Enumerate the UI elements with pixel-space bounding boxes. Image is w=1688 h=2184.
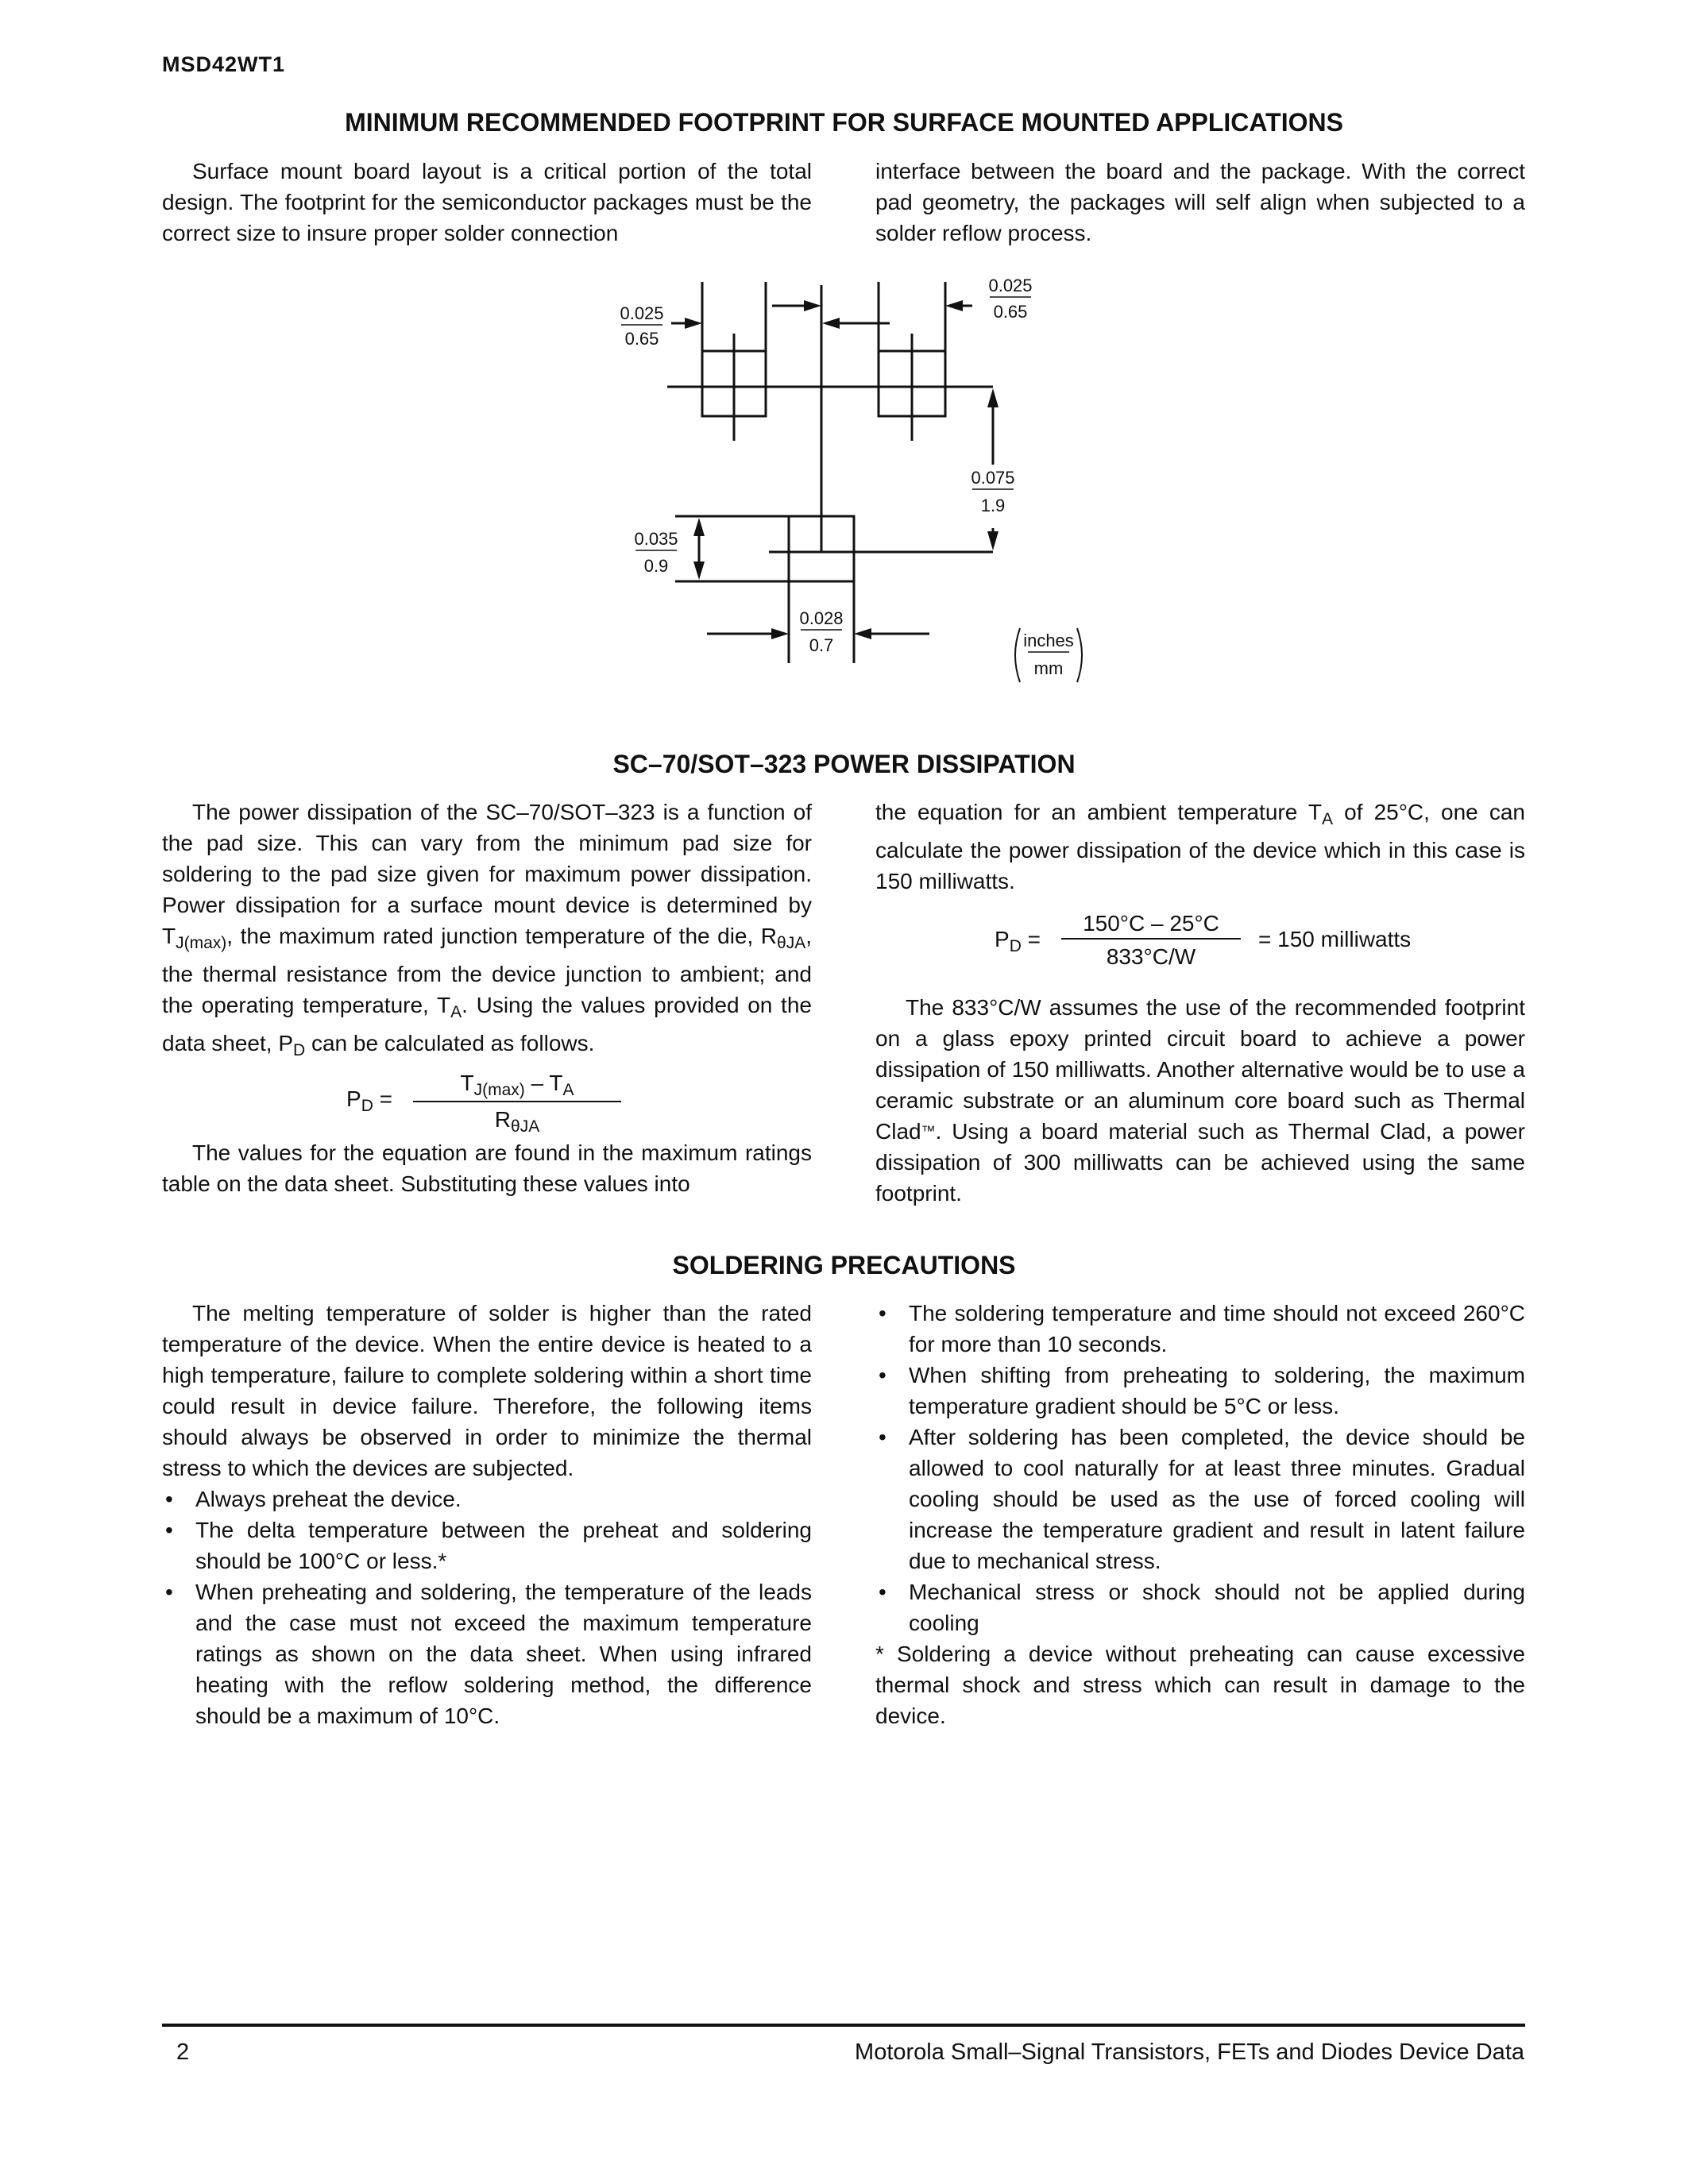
units-legend-bottom: mm [1033,658,1064,678]
power-right-column [875,797,1525,1209]
list-item: • When preheating and soldering, the temperature of the leads and the case must not exceed the maximum temperature ratings as shown on the data sheet. When using infrared heating with the reflow soldering method, the difference should be a maximum of 10°C. [165,1580,812,1728]
units-legend-top: inches [1023,631,1074,650]
units-legend-paren-right [1077,628,1082,682]
dim-pad-width-bottom-inches: 0.028 [799,608,844,628]
soldering-intro: The melting temperature of solder is higher than the rated temperature of the device. When the entire device is heated to a high temperature, failure to complete soldering within a short time could result in device failure. Therefore, the following items should always be observed in order to minimize the thermal stress to which the devices are subjected. [162,1301,812,1480]
arrow-head [987,388,999,407]
formula1-fraction-bar [413,1101,621,1102]
power-para-3: the equation for an ambient temperature $T_A$ of 25°C, one can calculate the power dissipation of the device which in this case is 150 milliwatts. [875,800,1525,893]
formula2-lhs: $P_D$ = [995,927,1041,955]
power-section-title: SC–70/SOT–323 POWER DISSIPATION [612,750,1076,778]
dim-row-spacing-inches: 0.075 [971,468,1015,488]
formula1-denominator: $R_{\theta JA}$ [494,1107,540,1136]
formula-power-dissipation [162,1066,812,1137]
list-item: • Mechanical stress or shock should not be applied during cooling [879,1580,1525,1635]
formula1-lhs: $P_D$ = [346,1086,392,1115]
list-item: • The delta temperature between the preheat and soldering should be 100°C or less.* [165,1518,812,1573]
formula2-denominator: 833°C/W [1106,944,1196,969]
arrow-head [804,300,821,311]
dim-pad-width-right-inches: 0.025 [988,276,1033,295]
soldering-left-column [162,1298,812,1731]
dim-pad-width-left-inches: 0.025 [620,303,664,323]
power-para-4: The 833°C/W assumes the use of the recommended footprint on a glass epoxy printed circuit board to achieve a power dissipation of 150 milliwatts. Another alternative would be to use a ceramic substrate or an aluminum core board such as Thermal Clad™. Using a board material such as Thermal Clad, a power dissipation of 300 milliwatts can be achieved using the same footprint. [875,995,1525,1206]
footprint-left-column [162,156,812,249]
soldering-bullets-right [875,1298,1525,1638]
soldering-right-column [875,1298,1525,1731]
formula1-numerator: $T_{J(max)} - T_A$ [460,1071,574,1099]
footprint-right-column [875,156,1525,249]
formula2-result: = 150 milliwatts [1258,927,1412,951]
dim-pad-width-bottom-mm: 0.7 [809,635,834,655]
dim-row-spacing-mm: 1.9 [980,496,1006,515]
formula2-fraction-bar [1061,938,1241,940]
arrow-head [693,518,705,536]
power-para-2: The values for the equation are found in the maximum ratings table on the data sheet. Substituting these values into [162,1140,812,1196]
list-item: • Always preheat the device. [165,1487,462,1511]
soldering-footnote: * Soldering a device without preheating can cause excessive thermal shock and stress which can result in damage to the device. [875,1642,1525,1728]
dim-pad-height-inches: 0.035 [634,529,678,549]
soldering-bullets-left [162,1484,812,1731]
page-number: 2 [176,2039,190,2065]
list-item: • The soldering temperature and time should not exceed 260°C for more than 10 seconds. [879,1301,1525,1356]
dim-pad-height-mm: 0.9 [643,556,669,576]
units-legend-paren-left [1015,628,1020,682]
part-number: MSD42WT1 [162,52,286,76]
dim-pad-width-left-mm: 0.65 [624,329,659,349]
footprint-diagram [620,274,1096,695]
footprint-section-title: MINIMUM RECOMMENDED FOOTPRINT FOR SURFACE MOUNTED APPLICATIONS [345,108,1343,137]
arrow-head [854,628,871,639]
dim-pad-width-right-mm: 0.65 [993,302,1028,322]
formula2-numerator: 150°C – 25°C [1083,911,1219,936]
footprint-intro-right: interface between the board and the package. With the correct pad geometry, the packages will self align when subjected to a solder reflow process. [875,159,1525,245]
publication-title: Motorola Small–Signal Transistors, FETs and Diodes Device Data [855,2039,1524,2065]
soldering-section-title: SOLDERING PRECAUTIONS [672,1251,1016,1279]
arrow-head [693,561,705,580]
formula-power-calculation [875,905,1525,992]
list-item: • After soldering has been completed, the device should be allowed to cool naturally for at least three minutes. Gradual cooling should be used as the use of forced cooling will increase the temperature gradient and result in latent failure due to mechanical stress. [879,1425,1525,1573]
footprint-intro-left: Surface mount board layout is a critical portion of the total design. The footprint for the semiconductor packages must be the correct size to insure proper solder connection [162,159,812,245]
arrow-head [987,531,999,550]
arrow-head [771,628,789,639]
arrow-head [945,300,963,311]
power-left-column [162,797,812,1199]
power-para-1: The power dissipation of the SC–70/SOT–323 is a function of the pad size. This can vary from the minimum pad size for soldering to the pad size given for maximum power dissipation. Power dissipation for a surface mount device is determined by $T_{J(max)}$, the maximum rated junction temperature of the die, $R_{\theta JA}$, the thermal resistance from the device junction to ambient; and the operating temperature, $T_A$. Using the values provided on the data sheet, $P_D$ can be calculated as follows. [162,800,812,1059]
list-item: • When shifting from preheating to soldering, the maximum temperature gradient should be 5°C or less. [879,1363,1525,1418]
arrow-head [822,318,840,329]
arrow-head [685,318,702,329]
footer-rule [162,2024,1525,2027]
